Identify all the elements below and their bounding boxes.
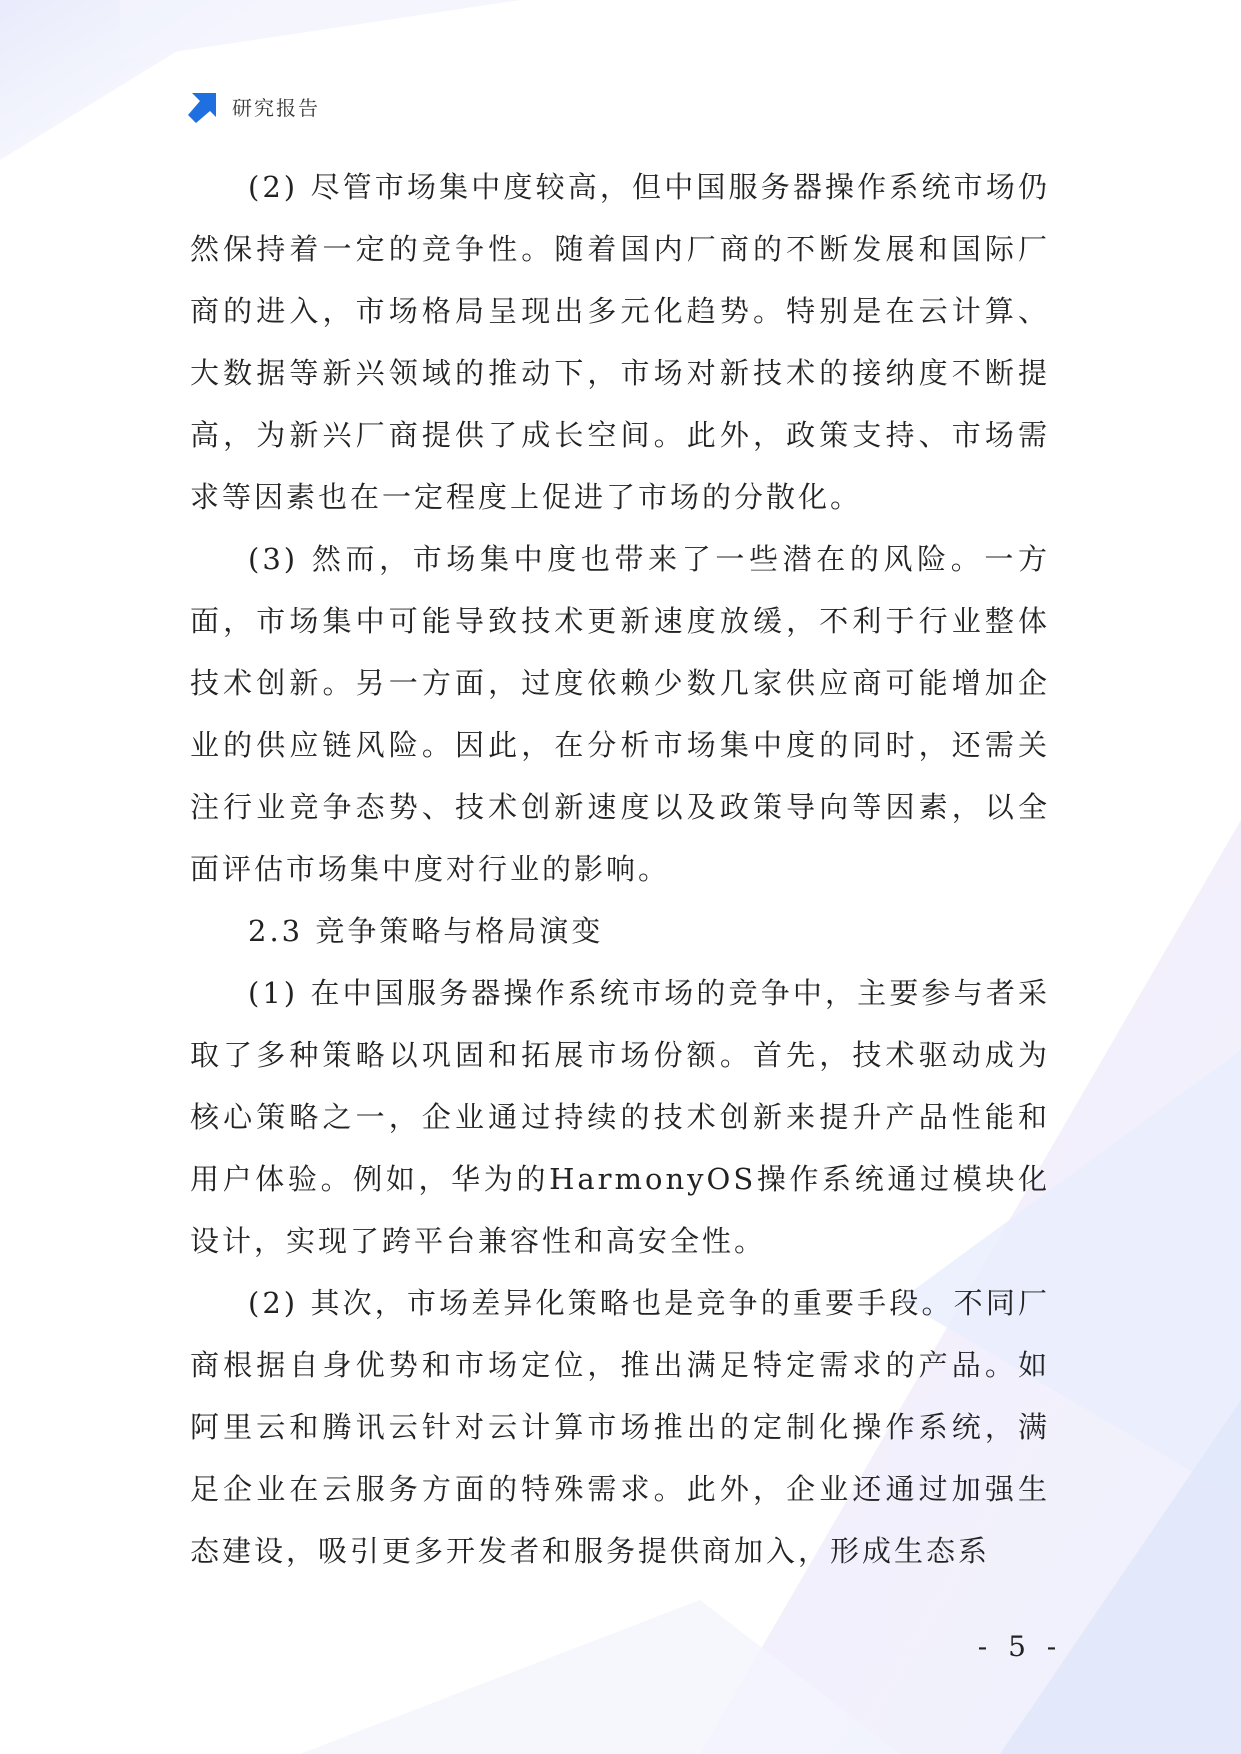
section-paragraph-2: (2) 其次，市场差异化策略也是竞争的重要手段。不同厂商根据自身优势和市场定位，推出满足特定需求的产品。如阿里云和腾讯云针对云计算市场推出的定制化操作系统，满足企业在云服务方面的特殊需求。此外，企业还通过加强生态建设，吸引更多开发者和服务提供商加入，形成生态系 (190, 1286, 1050, 1568)
header-title: 研究报告 (232, 95, 320, 120)
document-body (190, 156, 1050, 1582)
page-number: - 5 - (977, 1630, 1063, 1663)
section-paragraph-1: (1) 在中国服务器操作系统市场的竞争中，主要参与者采取了多种策略以巩固和拓展市场份额。首先，技术驱动成为核心策略之一，企业通过持续的技术创新来提升产品性能和用户体验。例如，华为的HarmonyOS操作系统通过模块化设计，实现了跨平台兼容性和高安全性。 (190, 976, 1050, 1258)
report-header (186, 88, 320, 124)
section-heading: 2.3 竞争策略与格局演变 (248, 914, 604, 948)
paragraph-2: (2) 尽管市场集中度较高，但中国服务器操作系统市场仍然保持着一定的竞争性。随着国内厂商的不断发展和国际厂商的进入，市场格局呈现出多元化趋势。特别是在云计算、大数据等新兴领域的推动下，市场对新技术的接纳度不断提高，为新兴厂商提供了成长空间。此外，政策支持、市场需求等因素也在一定程度上促进了市场的分散化。 (190, 170, 1050, 514)
arrow-logo-icon (186, 89, 220, 123)
paragraph-3: (3) 然而，市场集中度也带来了一些潜在的风险。一方面，市场集中可能导致技术更新速度放缓，不利于行业整体技术创新。另一方面，过度依赖少数几家供应商可能增加企业的供应链风险。因此，在分析市场集中度的同时，还需关注行业竞争态势、技术创新速度以及政策导向等因素，以全面评估市场集中度对行业的影响。 (190, 542, 1050, 886)
